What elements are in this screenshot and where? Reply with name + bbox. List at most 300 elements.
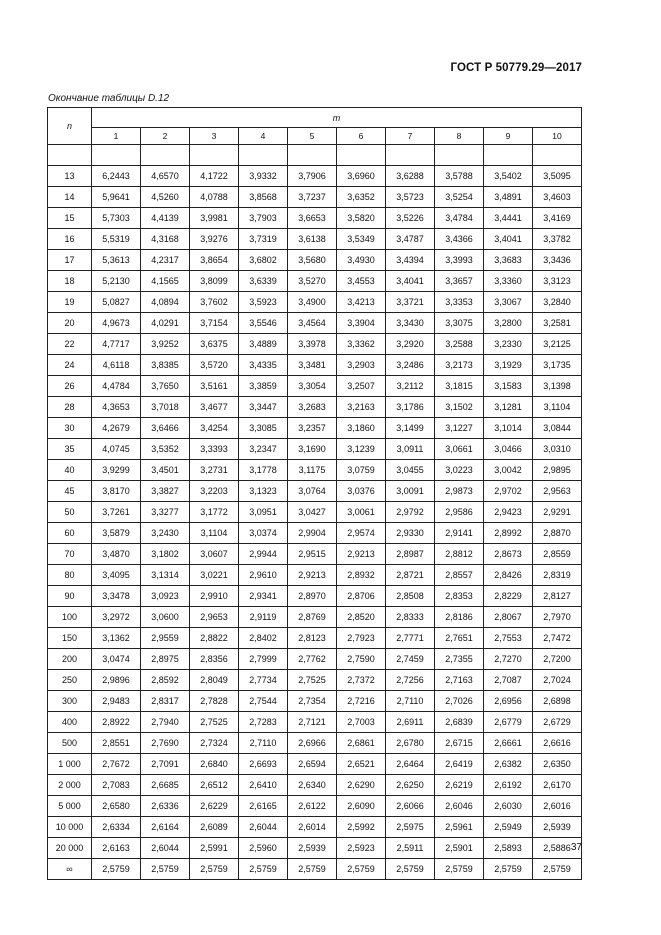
- value-cell: 3,6653: [288, 208, 337, 229]
- value-cell: 2,5991: [190, 838, 239, 859]
- value-cell: 2,9792: [386, 502, 435, 523]
- value-cell: 3,7018: [141, 397, 190, 418]
- value-cell: 3,0759: [337, 460, 386, 481]
- value-cell: 3,0374: [239, 523, 288, 544]
- value-cell: 2,8822: [190, 628, 239, 649]
- value-cell: 2,7110: [386, 691, 435, 712]
- row-n-cell: 200: [48, 649, 92, 670]
- row-n-cell: 20 000: [48, 838, 92, 859]
- row-n-cell: 30: [48, 418, 92, 439]
- value-cell: 3,7906: [288, 166, 337, 187]
- value-cell: 3,3436: [533, 250, 582, 271]
- table-row: [48, 859, 582, 880]
- value-cell: 3,7650: [141, 376, 190, 397]
- column-header-7: 7: [386, 128, 435, 145]
- value-cell: 2,6334: [92, 817, 141, 838]
- value-cell: 3,4787: [386, 229, 435, 250]
- value-cell: 3,0466: [484, 439, 533, 460]
- value-cell: 2,7923: [337, 628, 386, 649]
- value-cell: 3,0600: [141, 607, 190, 628]
- value-cell: 3,0310: [533, 439, 582, 460]
- value-cell: 3,7319: [239, 229, 288, 250]
- value-cell: 3,3067: [484, 292, 533, 313]
- value-cell: 2,8333: [386, 607, 435, 628]
- value-cell: 5,9641: [92, 187, 141, 208]
- value-cell: 3,8385: [141, 355, 190, 376]
- value-cell: 2,5759: [92, 859, 141, 880]
- value-cell: 4,9673: [92, 313, 141, 334]
- value-cell: 2,7121: [288, 712, 337, 733]
- value-cell: 3,2731: [190, 460, 239, 481]
- value-cell: 3,7261: [92, 502, 141, 523]
- table-row: [48, 817, 582, 838]
- value-cell: 4,2317: [141, 250, 190, 271]
- value-cell: 3,8099: [190, 271, 239, 292]
- column-header-9: 9: [484, 128, 533, 145]
- row-n-cell: 14: [48, 187, 92, 208]
- column-header-1: 1: [92, 128, 141, 145]
- value-cell: 2,9895: [533, 460, 582, 481]
- value-cell: 2,8592: [141, 670, 190, 691]
- value-cell: 2,8673: [484, 544, 533, 565]
- value-cell: 2,6044: [141, 838, 190, 859]
- value-cell: 5,7303: [92, 208, 141, 229]
- value-cell: 2,7472: [533, 628, 582, 649]
- column-header-6: 6: [337, 128, 386, 145]
- value-cell: 2,9610: [239, 565, 288, 586]
- value-cell: 3,5720: [190, 355, 239, 376]
- value-cell: 2,6839: [435, 712, 484, 733]
- gap-cell: [141, 145, 190, 166]
- value-cell: 2,6419: [435, 754, 484, 775]
- value-cell: 2,9291: [533, 502, 582, 523]
- value-cell: 3,1502: [435, 397, 484, 418]
- value-cell: 2,7083: [92, 775, 141, 796]
- value-cell: 3,5095: [533, 166, 582, 187]
- value-cell: 3,2840: [533, 292, 582, 313]
- header-gap-row: [48, 145, 582, 166]
- value-cell: 3,1690: [288, 439, 337, 460]
- row-n-cell: 45: [48, 481, 92, 502]
- value-cell: 3,0455: [386, 460, 435, 481]
- gap-cell: [92, 145, 141, 166]
- table-row: [48, 313, 582, 334]
- value-cell: 3,4169: [533, 208, 582, 229]
- value-cell: 4,6118: [92, 355, 141, 376]
- value-cell: 2,6030: [484, 796, 533, 817]
- value-cell: 3,2972: [92, 607, 141, 628]
- table-row: [48, 397, 582, 418]
- value-cell: 2,6521: [337, 754, 386, 775]
- value-cell: 2,6290: [337, 775, 386, 796]
- value-cell: 3,2486: [386, 355, 435, 376]
- value-cell: 4,0291: [141, 313, 190, 334]
- value-cell: 2,6594: [288, 754, 337, 775]
- value-cell: 3,4891: [484, 187, 533, 208]
- value-cell: 3,3721: [386, 292, 435, 313]
- value-cell: 2,6066: [386, 796, 435, 817]
- value-cell: 3,5546: [239, 313, 288, 334]
- gap-cell: [533, 145, 582, 166]
- value-cell: 2,7355: [435, 649, 484, 670]
- value-cell: 2,6966: [288, 733, 337, 754]
- gap-cell: [435, 145, 484, 166]
- row-n-cell: 400: [48, 712, 92, 733]
- value-cell: 3,5352: [141, 439, 190, 460]
- value-cell: 2,8559: [533, 544, 582, 565]
- value-cell: 3,4501: [141, 460, 190, 481]
- table-row: [48, 418, 582, 439]
- gap-cell: [337, 145, 386, 166]
- value-cell: 2,6250: [386, 775, 435, 796]
- value-cell: 2,5759: [484, 859, 533, 880]
- value-cell: 2,8520: [337, 607, 386, 628]
- column-header-2: 2: [141, 128, 190, 145]
- column-header-5: 5: [288, 128, 337, 145]
- value-cell: 2,8975: [141, 649, 190, 670]
- value-cell: 2,7354: [288, 691, 337, 712]
- value-cell: 2,8426: [484, 565, 533, 586]
- value-cell: 3,2330: [484, 334, 533, 355]
- value-cell: 3,5788: [435, 166, 484, 187]
- value-cell: 2,7283: [239, 712, 288, 733]
- value-cell: 2,9586: [435, 502, 484, 523]
- table-row: [48, 376, 582, 397]
- value-cell: 4,0745: [92, 439, 141, 460]
- table-row: [48, 355, 582, 376]
- value-cell: 3,5161: [190, 376, 239, 397]
- value-cell: 2,8551: [92, 733, 141, 754]
- value-cell: 3,6960: [337, 166, 386, 187]
- value-cell: 6,2443: [92, 166, 141, 187]
- value-cell: 3,4441: [484, 208, 533, 229]
- value-cell: 4,1722: [190, 166, 239, 187]
- value-cell: 3,0427: [288, 502, 337, 523]
- row-n-cell: 60: [48, 523, 92, 544]
- value-cell: 3,3657: [435, 271, 484, 292]
- value-cell: 3,1227: [435, 418, 484, 439]
- row-n-cell: 28: [48, 397, 92, 418]
- value-cell: 2,7651: [435, 628, 484, 649]
- value-cell: 2,8557: [435, 565, 484, 586]
- value-cell: 2,9213: [337, 544, 386, 565]
- value-cell: 4,5260: [141, 187, 190, 208]
- value-cell: 3,5879: [92, 523, 141, 544]
- table-row: [48, 628, 582, 649]
- document-header: ГОСТ Р 50779.29—2017: [450, 62, 582, 74]
- value-cell: 2,7940: [141, 712, 190, 733]
- value-cell: 3,4254: [190, 418, 239, 439]
- value-cell: 2,5939: [533, 817, 582, 838]
- value-cell: 3,4889: [239, 334, 288, 355]
- value-cell: 3,3054: [288, 376, 337, 397]
- value-cell: 3,9299: [92, 460, 141, 481]
- table-row: [48, 271, 582, 292]
- value-cell: 2,5960: [239, 838, 288, 859]
- value-cell: 3,2112: [386, 376, 435, 397]
- value-cell: 2,9702: [484, 481, 533, 502]
- value-cell: 3,0376: [337, 481, 386, 502]
- value-cell: 2,6170: [533, 775, 582, 796]
- value-cell: 3,2173: [435, 355, 484, 376]
- value-cell: 3,2357: [288, 418, 337, 439]
- value-cell: 2,6911: [386, 712, 435, 733]
- value-cell: 3,2581: [533, 313, 582, 334]
- value-cell: 2,5759: [190, 859, 239, 880]
- value-cell: 2,9873: [435, 481, 484, 502]
- value-cell: 2,8353: [435, 586, 484, 607]
- value-cell: 3,4041: [484, 229, 533, 250]
- table-row: [48, 439, 582, 460]
- table-row: [48, 607, 582, 628]
- row-n-cell: 70: [48, 544, 92, 565]
- value-cell: 3,8170: [92, 481, 141, 502]
- value-cell: 3,1802: [141, 544, 190, 565]
- value-cell: 3,3481: [288, 355, 337, 376]
- value-cell: 3,3478: [92, 586, 141, 607]
- value-cell: 2,7525: [288, 670, 337, 691]
- gap-cell: [48, 145, 92, 166]
- table-row: [48, 565, 582, 586]
- value-cell: 3,3277: [141, 502, 190, 523]
- value-cell: 2,8402: [239, 628, 288, 649]
- value-cell: 2,9423: [484, 502, 533, 523]
- value-cell: 3,2920: [386, 334, 435, 355]
- value-cell: 3,0923: [141, 586, 190, 607]
- value-cell: 3,1314: [141, 565, 190, 586]
- row-n-cell: 17: [48, 250, 92, 271]
- table-row: [48, 544, 582, 565]
- value-cell: 2,8992: [484, 523, 533, 544]
- value-cell: 4,0788: [190, 187, 239, 208]
- value-cell: 2,6350: [533, 754, 582, 775]
- value-cell: 2,7024: [533, 670, 582, 691]
- value-cell: 3,4677: [190, 397, 239, 418]
- value-cell: 2,7828: [190, 691, 239, 712]
- value-cell: 2,9119: [239, 607, 288, 628]
- value-cell: 3,5680: [288, 250, 337, 271]
- value-cell: 2,5759: [141, 859, 190, 880]
- value-cell: 3,9981: [190, 208, 239, 229]
- value-cell: 2,8706: [337, 586, 386, 607]
- value-cell: 3,1323: [239, 481, 288, 502]
- value-cell: 3,3683: [484, 250, 533, 271]
- value-cell: 2,9910: [190, 586, 239, 607]
- value-cell: 3,7602: [190, 292, 239, 313]
- value-cell: 2,6779: [484, 712, 533, 733]
- value-cell: 2,9944: [239, 544, 288, 565]
- value-cell: 3,7903: [239, 208, 288, 229]
- value-cell: 3,1281: [484, 397, 533, 418]
- value-cell: 3,3904: [337, 313, 386, 334]
- value-cell: 3,3782: [533, 229, 582, 250]
- value-cell: 3,4930: [337, 250, 386, 271]
- row-n-cell: 150: [48, 628, 92, 649]
- row-n-cell: 500: [48, 733, 92, 754]
- row-n-cell: 26: [48, 376, 92, 397]
- value-cell: 3,1104: [190, 523, 239, 544]
- value-cell: 2,6382: [484, 754, 533, 775]
- value-cell: 3,4900: [288, 292, 337, 313]
- value-cell: 2,7163: [435, 670, 484, 691]
- value-cell: 2,7970: [533, 607, 582, 628]
- value-cell: 2,9141: [435, 523, 484, 544]
- value-cell: 2,8970: [288, 586, 337, 607]
- value-cell: 3,1014: [484, 418, 533, 439]
- value-cell: 3,1735: [533, 355, 582, 376]
- row-n-cell: 300: [48, 691, 92, 712]
- value-cell: 3,1786: [386, 397, 435, 418]
- value-cell: 2,7553: [484, 628, 533, 649]
- value-cell: 2,8127: [533, 586, 582, 607]
- value-cell: 5,0827: [92, 292, 141, 313]
- row-n-cell: 50: [48, 502, 92, 523]
- value-cell: 3,5923: [239, 292, 288, 313]
- table-row: [48, 649, 582, 670]
- column-header-8: 8: [435, 128, 484, 145]
- gap-cell: [190, 145, 239, 166]
- value-cell: 3,5270: [288, 271, 337, 292]
- value-cell: 3,0091: [386, 481, 435, 502]
- value-cell: 2,5759: [386, 859, 435, 880]
- value-cell: 4,1565: [141, 271, 190, 292]
- table-row: [48, 250, 582, 271]
- value-cell: 2,9896: [92, 670, 141, 691]
- value-cell: 2,8508: [386, 586, 435, 607]
- value-cell: 3,9252: [141, 334, 190, 355]
- value-cell: 3,5820: [337, 208, 386, 229]
- value-cell: 2,5759: [288, 859, 337, 880]
- value-cell: 3,4335: [239, 355, 288, 376]
- table-row: [48, 502, 582, 523]
- value-cell: 2,9515: [288, 544, 337, 565]
- value-cell: 3,6802: [239, 250, 288, 271]
- value-cell: 3,1499: [386, 418, 435, 439]
- table-row: [48, 733, 582, 754]
- row-n-cell: 2 000: [48, 775, 92, 796]
- value-cell: 3,8568: [239, 187, 288, 208]
- value-cell: 2,6780: [386, 733, 435, 754]
- value-cell: 2,7544: [239, 691, 288, 712]
- value-cell: 4,4139: [141, 208, 190, 229]
- value-cell: 3,0911: [386, 439, 435, 460]
- value-cell: 3,6375: [190, 334, 239, 355]
- value-cell: 2,6163: [92, 838, 141, 859]
- row-n-cell: 80: [48, 565, 92, 586]
- row-n-cell: 13: [48, 166, 92, 187]
- value-cell: 3,0951: [239, 502, 288, 523]
- value-cell: 2,6164: [141, 817, 190, 838]
- value-cell: 3,2507: [337, 376, 386, 397]
- value-cell: 3,9276: [190, 229, 239, 250]
- value-cell: 2,8356: [190, 649, 239, 670]
- value-cell: 2,6122: [288, 796, 337, 817]
- value-cell: 3,3123: [533, 271, 582, 292]
- table-row: [48, 208, 582, 229]
- value-cell: 3,4553: [337, 271, 386, 292]
- row-n-cell: 40: [48, 460, 92, 481]
- value-cell: 3,6466: [141, 418, 190, 439]
- table-row: [48, 292, 582, 313]
- value-cell: 2,7525: [190, 712, 239, 733]
- value-cell: 3,1104: [533, 397, 582, 418]
- value-cell: 2,5939: [288, 838, 337, 859]
- value-cell: 2,5759: [239, 859, 288, 880]
- value-cell: 3,1860: [337, 418, 386, 439]
- value-cell: 5,3613: [92, 250, 141, 271]
- value-cell: 3,7154: [190, 313, 239, 334]
- value-cell: 2,5923: [337, 838, 386, 859]
- row-header-n: n: [48, 108, 92, 145]
- row-n-cell: 19: [48, 292, 92, 313]
- value-cell: 3,1239: [337, 439, 386, 460]
- value-cell: 2,7087: [484, 670, 533, 691]
- row-n-cell: 250: [48, 670, 92, 691]
- value-cell: 2,5886: [533, 838, 582, 859]
- data-table: [47, 107, 582, 880]
- value-cell: 3,0061: [337, 502, 386, 523]
- value-cell: 3,2800: [484, 313, 533, 334]
- value-cell: 3,0223: [435, 460, 484, 481]
- table-row: [48, 229, 582, 250]
- value-cell: 2,5759: [337, 859, 386, 880]
- value-cell: 2,8870: [533, 523, 582, 544]
- value-cell: 2,5901: [435, 838, 484, 859]
- value-cell: 3,0221: [190, 565, 239, 586]
- value-cell: 2,6044: [239, 817, 288, 838]
- value-cell: 2,6693: [239, 754, 288, 775]
- value-cell: 2,6090: [337, 796, 386, 817]
- value-cell: 3,1778: [239, 460, 288, 481]
- value-cell: 4,6570: [141, 166, 190, 187]
- row-n-cell: 20: [48, 313, 92, 334]
- row-n-cell: 16: [48, 229, 92, 250]
- value-cell: 2,6729: [533, 712, 582, 733]
- value-cell: 2,8229: [484, 586, 533, 607]
- value-cell: 2,8049: [190, 670, 239, 691]
- value-cell: 3,0764: [288, 481, 337, 502]
- value-cell: 2,6898: [533, 691, 582, 712]
- header-row-group: [48, 108, 582, 128]
- value-cell: 3,7237: [288, 187, 337, 208]
- value-cell: 2,8721: [386, 565, 435, 586]
- value-cell: 3,5254: [435, 187, 484, 208]
- value-cell: 3,5723: [386, 187, 435, 208]
- value-cell: 3,0474: [92, 649, 141, 670]
- value-cell: 3,1772: [190, 502, 239, 523]
- table-row: [48, 586, 582, 607]
- value-cell: 2,8186: [435, 607, 484, 628]
- value-cell: 4,2679: [92, 418, 141, 439]
- value-cell: 2,7200: [533, 649, 582, 670]
- value-cell: 4,7717: [92, 334, 141, 355]
- value-cell: 2,6014: [288, 817, 337, 838]
- value-cell: 3,1398: [533, 376, 582, 397]
- value-cell: 2,8317: [141, 691, 190, 712]
- value-cell: 3,5402: [484, 166, 533, 187]
- value-cell: 3,9332: [239, 166, 288, 187]
- table-row: [48, 691, 582, 712]
- value-cell: 3,4394: [386, 250, 435, 271]
- gap-cell: [288, 145, 337, 166]
- value-cell: 3,3859: [239, 376, 288, 397]
- value-cell: 3,4870: [92, 544, 141, 565]
- value-cell: 3,3430: [386, 313, 435, 334]
- value-cell: 2,8922: [92, 712, 141, 733]
- value-cell: 2,7324: [190, 733, 239, 754]
- value-cell: 2,9330: [386, 523, 435, 544]
- value-cell: 2,6861: [337, 733, 386, 754]
